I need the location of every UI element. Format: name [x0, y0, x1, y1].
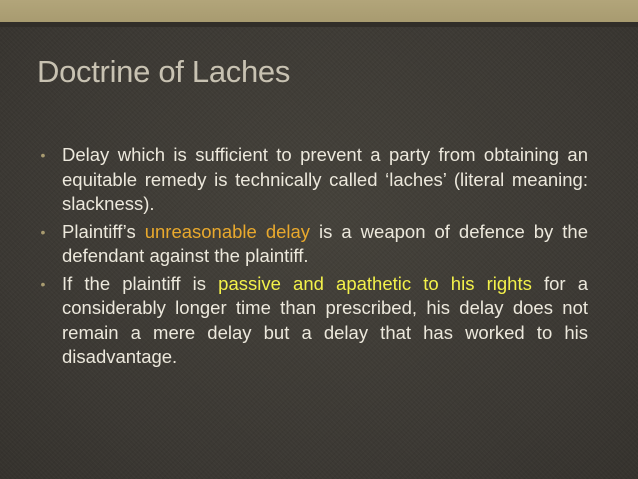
bullet-dot-icon: • [40, 147, 46, 163]
bullet-item-laches-definition [26, 143, 588, 217]
bullet-text: Delay which is sufficient to prevent a party from obtaining an equitable remedy is technically called ‘laches’ (literal meaning: slackness). [62, 144, 588, 214]
bullet-item-unreasonable-delay [26, 220, 588, 269]
bullet-text: Plaintiff’s [62, 220, 145, 242]
bullet-text: If the plaintiff is [62, 272, 219, 294]
bullet-item-passive-plaintiff [26, 272, 588, 370]
slide-title: Doctrine of Laches [37, 54, 291, 89]
bullet-text: for a considerably longer time than prescribed, his delay does not remain a mere delay but a delay that has worked to his disadvantage. [62, 272, 588, 367]
top-accent-band [0, 0, 638, 22]
highlighted-phrase-unreasonable-delay: unreasonable delay [144, 220, 311, 242]
bullet-text: is a weapon of defence by the defendant against the plaintiff. [62, 220, 588, 266]
highlighted-phrase-passive-apathetic: passive and apathetic to his rights [218, 272, 532, 294]
bullet-dot-icon: • [40, 275, 46, 292]
bullet-list [26, 143, 588, 373]
top-accent-divider [0, 22, 638, 27]
bullet-dot-icon: • [40, 223, 46, 240]
